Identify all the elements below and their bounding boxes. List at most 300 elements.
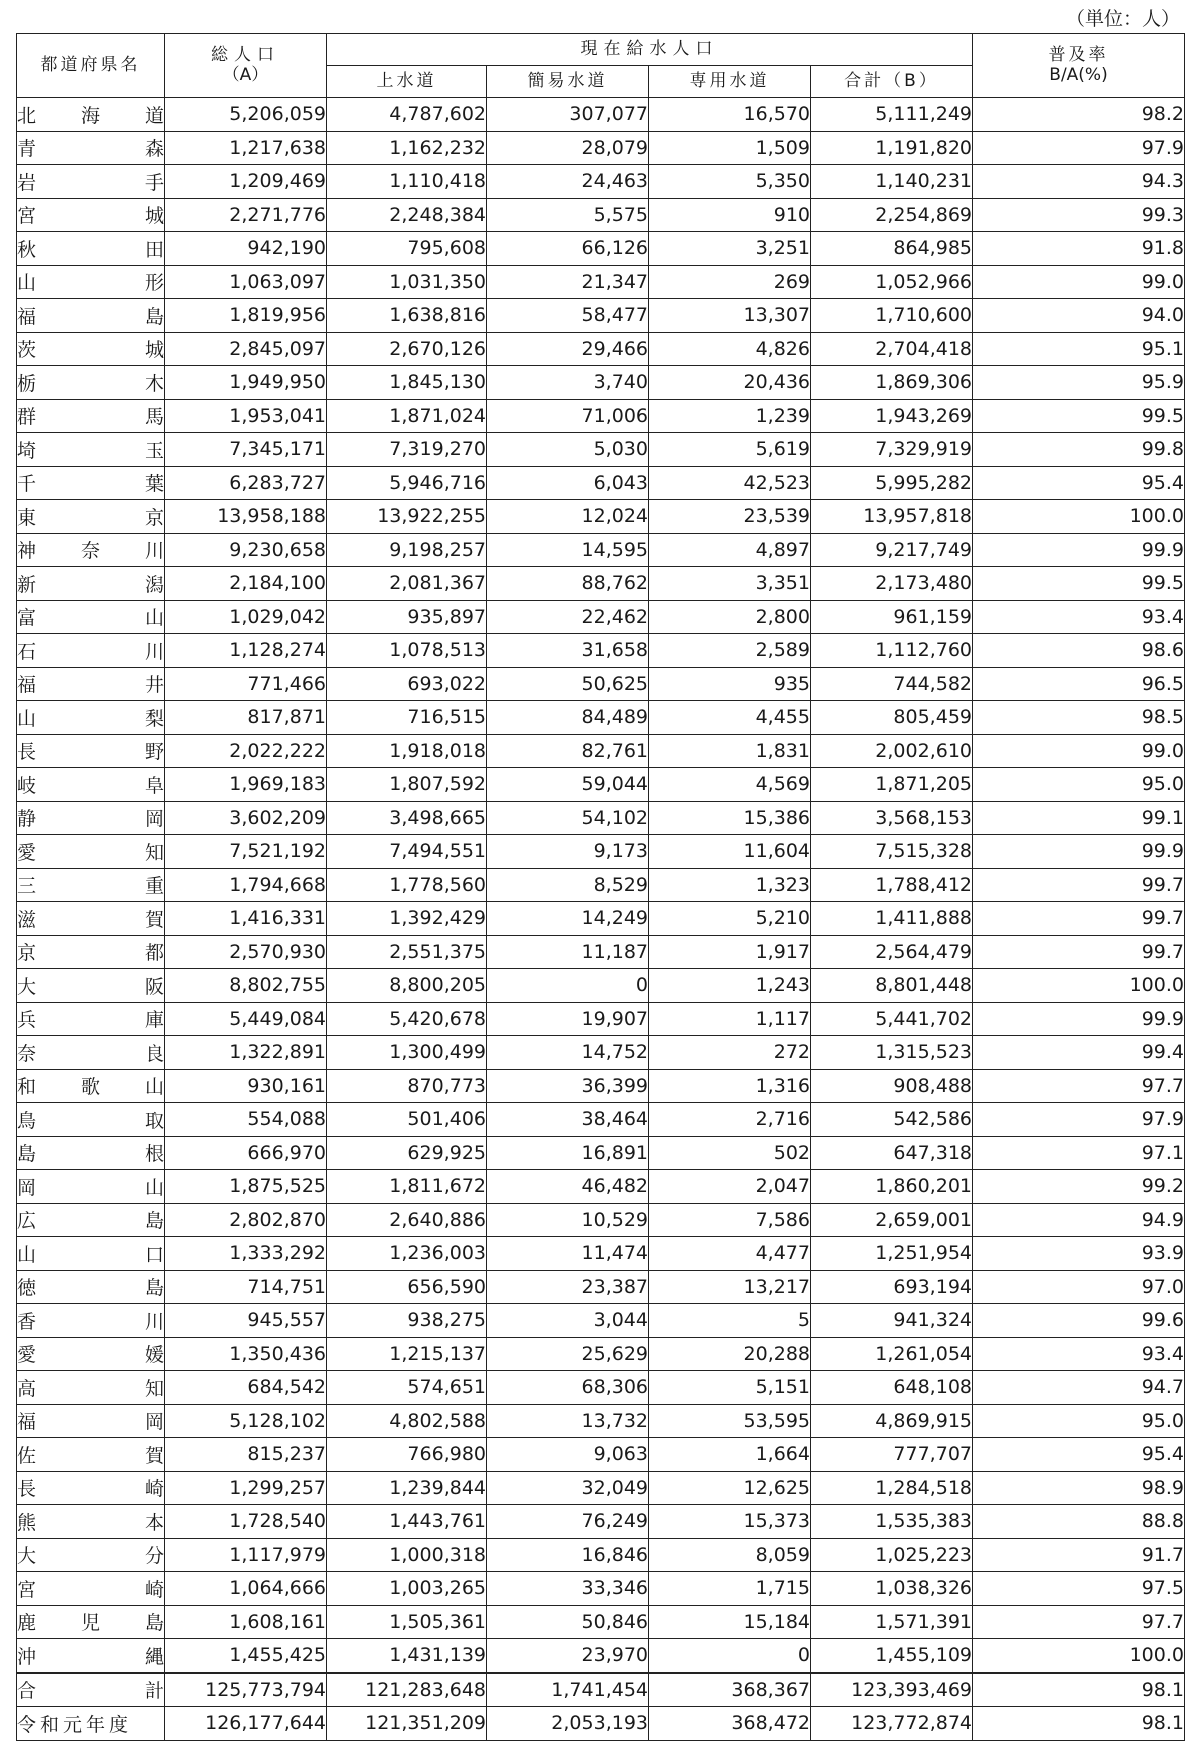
- private-water-cell: 5,619: [649, 433, 811, 467]
- total-pop-cell: 1,117,979: [165, 1538, 327, 1572]
- water-supply-cell: 2,640,886: [327, 1203, 487, 1237]
- table-row: [17, 634, 1185, 668]
- total-pop-cell: 7,521,192: [165, 835, 327, 869]
- total-pop-cell: 1,333,292: [165, 1237, 327, 1271]
- rate-cell: 94.0: [973, 299, 1185, 333]
- simple-water-cell: 2,053,193: [487, 1707, 649, 1741]
- table-row: [17, 1304, 1185, 1338]
- simple-water-cell: 58,477: [487, 299, 649, 333]
- prefecture-name: 福 島: [17, 299, 165, 333]
- water-supply-cell: 2,670,126: [327, 332, 487, 366]
- total-b-cell: 961,159: [811, 600, 973, 634]
- total-b-cell: 2,002,610: [811, 734, 973, 768]
- prefecture-name: 奈 良: [17, 1036, 165, 1070]
- prefecture-name: 新 潟: [17, 567, 165, 601]
- table-row: [17, 466, 1185, 500]
- table-row: [17, 131, 1185, 165]
- total-b-cell: 1,571,391: [811, 1605, 973, 1639]
- total-b-cell: 1,788,412: [811, 868, 973, 902]
- table-row: [17, 433, 1185, 467]
- rate-cell: 97.1: [973, 1136, 1185, 1170]
- total-pop-cell: 9,230,658: [165, 533, 327, 567]
- simple-water-cell: 54,102: [487, 801, 649, 835]
- private-water-cell: 23,539: [649, 500, 811, 534]
- rate-cell: 99.6: [973, 1304, 1185, 1338]
- prefecture-name: 鳥 取: [17, 1103, 165, 1137]
- total-pop-cell: 942,190: [165, 232, 327, 266]
- prefecture-name: 鹿 児 島: [17, 1605, 165, 1639]
- header-prefecture: 都道府県名: [17, 34, 165, 98]
- private-water-cell: 8,059: [649, 1538, 811, 1572]
- rate-cell: 95.4: [973, 466, 1185, 500]
- prefecture-name: 滋 賀: [17, 902, 165, 936]
- simple-water-cell: 307,077: [487, 98, 649, 132]
- table-row: [17, 332, 1185, 366]
- simple-water-cell: 8,529: [487, 868, 649, 902]
- simple-water-cell: 3,740: [487, 366, 649, 400]
- total-pop-cell: 5,449,084: [165, 1002, 327, 1036]
- rate-cell: 99.7: [973, 935, 1185, 969]
- prefecture-name: 徳 島: [17, 1270, 165, 1304]
- total-pop-cell: 2,845,097: [165, 332, 327, 366]
- simple-water-cell: 13,732: [487, 1404, 649, 1438]
- water-supply-cell: 1,811,672: [327, 1170, 487, 1204]
- total-b-cell: 941,324: [811, 1304, 973, 1338]
- simple-water-cell: 19,907: [487, 1002, 649, 1036]
- total-pop-cell: 1,819,956: [165, 299, 327, 333]
- total-b-cell: 693,194: [811, 1270, 973, 1304]
- rate-cell: 99.2: [973, 1170, 1185, 1204]
- simple-water-cell: 9,173: [487, 835, 649, 869]
- private-water-cell: 1,664: [649, 1438, 811, 1472]
- water-supply-cell: 1,110,418: [327, 165, 487, 199]
- table-row: [17, 1471, 1185, 1505]
- total-pop-cell: 2,802,870: [165, 1203, 327, 1237]
- prefecture-name: 長 野: [17, 734, 165, 768]
- table-row: [17, 98, 1185, 132]
- total-b-cell: 5,441,702: [811, 1002, 973, 1036]
- private-water-cell: 2,047: [649, 1170, 811, 1204]
- total-b-cell: 1,284,518: [811, 1471, 973, 1505]
- prefecture-name: 三 重: [17, 868, 165, 902]
- prefecture-name: 富 山: [17, 600, 165, 634]
- prefecture-name: 岐 阜: [17, 768, 165, 802]
- total-pop-cell: 5,128,102: [165, 1404, 327, 1438]
- private-water-cell: 4,477: [649, 1237, 811, 1271]
- private-water-cell: 13,307: [649, 299, 811, 333]
- total-b-cell: 123,393,469: [811, 1673, 973, 1707]
- water-supply-cell: 7,319,270: [327, 433, 487, 467]
- total-b-cell: 2,659,001: [811, 1203, 973, 1237]
- rate-cell: 97.9: [973, 1103, 1185, 1137]
- water-supply-cell: 1,000,318: [327, 1538, 487, 1572]
- rate-cell: 98.1: [973, 1673, 1185, 1707]
- unit-label: （単位：人）: [1065, 8, 1180, 30]
- rate-cell: 99.1: [973, 801, 1185, 835]
- simple-water-cell: 28,079: [487, 131, 649, 165]
- private-water-cell: 368,472: [649, 1707, 811, 1741]
- total-pop-cell: 1,064,666: [165, 1572, 327, 1606]
- rate-cell: 98.2: [973, 98, 1185, 132]
- total-b-cell: 647,318: [811, 1136, 973, 1170]
- water-supply-cell: 9,198,257: [327, 533, 487, 567]
- rate-cell: 97.9: [973, 131, 1185, 165]
- prefecture-name: 高 知: [17, 1371, 165, 1405]
- simple-water-cell: 76,249: [487, 1505, 649, 1539]
- prefecture-name: 山 形: [17, 265, 165, 299]
- prefecture-name: 山 口: [17, 1237, 165, 1271]
- private-water-cell: 4,455: [649, 701, 811, 735]
- total-b-cell: 5,995,282: [811, 466, 973, 500]
- rate-cell: 99.5: [973, 567, 1185, 601]
- total-pop-cell: 1,949,950: [165, 366, 327, 400]
- total-b-cell: 4,869,915: [811, 1404, 973, 1438]
- private-water-cell: 5,210: [649, 902, 811, 936]
- simple-water-cell: 21,347: [487, 265, 649, 299]
- prefecture-name: 愛 知: [17, 835, 165, 869]
- prefecture-name: 神 奈 川: [17, 533, 165, 567]
- water-supply-cell: 2,248,384: [327, 198, 487, 232]
- water-supply-cell: 13,922,255: [327, 500, 487, 534]
- total-b-cell: 1,535,383: [811, 1505, 973, 1539]
- table-row: [17, 1505, 1185, 1539]
- table-row: [17, 1538, 1185, 1572]
- prefecture-name: 宮 城: [17, 198, 165, 232]
- prefecture-name: 大 阪: [17, 969, 165, 1003]
- simple-water-cell: 25,629: [487, 1337, 649, 1371]
- private-water-cell: 2,589: [649, 634, 811, 668]
- private-water-cell: 5,151: [649, 1371, 811, 1405]
- rate-cell: 99.5: [973, 399, 1185, 433]
- prefecture-name: 島 根: [17, 1136, 165, 1170]
- total-b-cell: 2,254,869: [811, 198, 973, 232]
- table-row: [17, 299, 1185, 333]
- table-row: [17, 835, 1185, 869]
- table-row: [17, 1002, 1185, 1036]
- table-row: [17, 1404, 1185, 1438]
- rate-cell: 91.7: [973, 1538, 1185, 1572]
- table-row: [17, 768, 1185, 802]
- private-water-cell: 1,509: [649, 131, 811, 165]
- prefecture-name: 京 都: [17, 935, 165, 969]
- table-row: [17, 1103, 1185, 1137]
- simple-water-cell: 14,249: [487, 902, 649, 936]
- rate-cell: 98.9: [973, 1471, 1185, 1505]
- total-b-cell: 1,112,760: [811, 634, 973, 668]
- rate-cell: 88.8: [973, 1505, 1185, 1539]
- simple-water-cell: 5,575: [487, 198, 649, 232]
- simple-water-cell: 22,462: [487, 600, 649, 634]
- total-b-cell: 1,411,888: [811, 902, 973, 936]
- prefecture-name: 兵 庫: [17, 1002, 165, 1036]
- rate-cell: 99.9: [973, 835, 1185, 869]
- prefecture-name: 香 川: [17, 1304, 165, 1338]
- total-pop-cell: 817,871: [165, 701, 327, 735]
- total-b-cell: 542,586: [811, 1103, 973, 1137]
- table-row: [17, 801, 1185, 835]
- table-row: [17, 935, 1185, 969]
- table-row: [17, 1069, 1185, 1103]
- total-b-cell: 13,957,818: [811, 500, 973, 534]
- total-b-cell: 1,038,326: [811, 1572, 973, 1606]
- prefecture-name: 静 岡: [17, 801, 165, 835]
- total-b-cell: 805,459: [811, 701, 973, 735]
- table-row: [17, 198, 1185, 232]
- simple-water-cell: 16,846: [487, 1538, 649, 1572]
- water-supply-cell: 1,845,130: [327, 366, 487, 400]
- simple-water-cell: 10,529: [487, 1203, 649, 1237]
- total-b-cell: 2,173,480: [811, 567, 973, 601]
- private-water-cell: 42,523: [649, 466, 811, 500]
- rate-cell: 95.4: [973, 1438, 1185, 1472]
- prefecture-name: 石 川: [17, 634, 165, 668]
- simple-water-cell: 24,463: [487, 165, 649, 199]
- total-b-cell: 777,707: [811, 1438, 973, 1472]
- prefecture-name: 福 井: [17, 667, 165, 701]
- rate-cell: 94.7: [973, 1371, 1185, 1405]
- header-total-b: 合計（B）: [811, 66, 973, 98]
- simple-water-cell: 82,761: [487, 734, 649, 768]
- header-supplied-pop: 現在給水人口: [327, 34, 973, 66]
- water-supply-cell: 501,406: [327, 1103, 487, 1137]
- rate-cell: 97.7: [973, 1069, 1185, 1103]
- table-row: [17, 902, 1185, 936]
- private-water-cell: 1,831: [649, 734, 811, 768]
- rate-cell: 99.9: [973, 533, 1185, 567]
- simple-water-cell: 9,063: [487, 1438, 649, 1472]
- prefecture-name: 長 崎: [17, 1471, 165, 1505]
- rate-cell: 100.0: [973, 1639, 1185, 1673]
- rate-cell: 97.0: [973, 1270, 1185, 1304]
- water-supply-cell: 2,081,367: [327, 567, 487, 601]
- prefecture-name: 青 森: [17, 131, 165, 165]
- rate-cell: 100.0: [973, 500, 1185, 534]
- table-row: [17, 165, 1185, 199]
- water-supply-cell: 1,918,018: [327, 734, 487, 768]
- rate-cell: 94.9: [973, 1203, 1185, 1237]
- water-supply-cell: 1,431,139: [327, 1639, 487, 1673]
- table-row: [17, 868, 1185, 902]
- water-supply-cell: 766,980: [327, 1438, 487, 1472]
- prefecture-name: 広 島: [17, 1203, 165, 1237]
- water-supply-cell: 1,215,137: [327, 1337, 487, 1371]
- simple-water-cell: 3,044: [487, 1304, 649, 1338]
- private-water-cell: 1,239: [649, 399, 811, 433]
- rate-cell: 98.1: [973, 1707, 1185, 1741]
- prefecture-name: 熊 本: [17, 1505, 165, 1539]
- simple-water-cell: 0: [487, 969, 649, 1003]
- private-water-cell: 16,570: [649, 98, 811, 132]
- total-b-cell: 1,140,231: [811, 165, 973, 199]
- total-pop-cell: 1,299,257: [165, 1471, 327, 1505]
- water-supply-cell: 1,300,499: [327, 1036, 487, 1070]
- simple-water-cell: 50,846: [487, 1605, 649, 1639]
- total-pop-cell: 125,773,794: [165, 1673, 327, 1707]
- simple-water-cell: 5,030: [487, 433, 649, 467]
- rate-cell: 99.0: [973, 265, 1185, 299]
- simple-water-cell: 88,762: [487, 567, 649, 601]
- total-b-cell: 8,801,448: [811, 969, 973, 1003]
- water-supply-cell: 935,897: [327, 600, 487, 634]
- private-water-cell: 269: [649, 265, 811, 299]
- table-row: [17, 1572, 1185, 1606]
- table-row: [17, 1337, 1185, 1371]
- total-b-cell: 1,860,201: [811, 1170, 973, 1204]
- total-b-cell: 1,251,954: [811, 1237, 973, 1271]
- total-b-cell: 1,455,109: [811, 1639, 973, 1673]
- water-supply-cell: 1,871,024: [327, 399, 487, 433]
- table-row: [17, 1673, 1185, 1707]
- private-water-cell: 1,243: [649, 969, 811, 1003]
- total-b-cell: 1,191,820: [811, 131, 973, 165]
- table-row: [17, 399, 1185, 433]
- simple-water-cell: 14,752: [487, 1036, 649, 1070]
- table-row: [17, 1203, 1185, 1237]
- total-pop-cell: 2,570,930: [165, 935, 327, 969]
- total-pop-cell: 13,958,188: [165, 500, 327, 534]
- prefecture-name: 山 梨: [17, 701, 165, 735]
- rate-cell: 98.6: [973, 634, 1185, 668]
- total-b-cell: 1,261,054: [811, 1337, 973, 1371]
- simple-water-cell: 23,970: [487, 1639, 649, 1673]
- water-supply-cell: 4,787,602: [327, 98, 487, 132]
- rate-cell: 99.8: [973, 433, 1185, 467]
- prefecture-name: 千 葉: [17, 466, 165, 500]
- prefecture-name: 岡 山: [17, 1170, 165, 1204]
- private-water-cell: 5,350: [649, 165, 811, 199]
- table-row: [17, 1371, 1185, 1405]
- simple-water-cell: 11,187: [487, 935, 649, 969]
- water-supply-cell: 121,283,648: [327, 1673, 487, 1707]
- total-b-cell: 2,564,479: [811, 935, 973, 969]
- water-supply-cell: 1,236,003: [327, 1237, 487, 1271]
- simple-water-cell: 36,399: [487, 1069, 649, 1103]
- total-b-cell: 908,488: [811, 1069, 973, 1103]
- total-b-cell: 1,052,966: [811, 265, 973, 299]
- water-supply-cell: 656,590: [327, 1270, 487, 1304]
- simple-water-cell: 84,489: [487, 701, 649, 735]
- rate-cell: 97.7: [973, 1605, 1185, 1639]
- prefecture-name: 沖 縄: [17, 1639, 165, 1673]
- private-water-cell: 15,184: [649, 1605, 811, 1639]
- private-water-cell: 1,715: [649, 1572, 811, 1606]
- table-row: [17, 533, 1185, 567]
- rate-cell: 95.0: [973, 768, 1185, 802]
- total-b-cell: 123,772,874: [811, 1707, 973, 1741]
- rate-cell: 99.3: [973, 198, 1185, 232]
- total-pop-cell: 554,088: [165, 1103, 327, 1137]
- simple-water-cell: 6,043: [487, 466, 649, 500]
- total-pop-cell: 1,608,161: [165, 1605, 327, 1639]
- total-pop-cell: 1,063,097: [165, 265, 327, 299]
- total-pop-cell: 930,161: [165, 1069, 327, 1103]
- total-pop-cell: 771,466: [165, 667, 327, 701]
- header-total-pop: 総人口 （A）: [165, 34, 327, 98]
- table-row: [17, 265, 1185, 299]
- total-pop-cell: 1,209,469: [165, 165, 327, 199]
- rate-cell: 95.9: [973, 366, 1185, 400]
- table-row: [17, 734, 1185, 768]
- table-row: [17, 1707, 1185, 1741]
- prefecture-name: 秋 田: [17, 232, 165, 266]
- total-pop-cell: 684,542: [165, 1371, 327, 1405]
- total-pop-cell: 6,283,727: [165, 466, 327, 500]
- simple-water-cell: 33,346: [487, 1572, 649, 1606]
- simple-water-cell: 46,482: [487, 1170, 649, 1204]
- table-row: [17, 1170, 1185, 1204]
- table-row: [17, 500, 1185, 534]
- table-row: [17, 600, 1185, 634]
- water-supply-cell: 693,022: [327, 667, 487, 701]
- simple-water-cell: 14,595: [487, 533, 649, 567]
- water-supply-cell: 7,494,551: [327, 835, 487, 869]
- private-water-cell: 2,800: [649, 600, 811, 634]
- private-water-cell: 1,117: [649, 1002, 811, 1036]
- simple-water-cell: 38,464: [487, 1103, 649, 1137]
- simple-water-cell: 1,741,454: [487, 1673, 649, 1707]
- water-supply-cell: 938,275: [327, 1304, 487, 1338]
- total-pop-cell: 666,970: [165, 1136, 327, 1170]
- total-pop-cell: 1,875,525: [165, 1170, 327, 1204]
- rate-cell: 96.5: [973, 667, 1185, 701]
- total-pop-cell: 126,177,644: [165, 1707, 327, 1741]
- private-water-cell: 368,367: [649, 1673, 811, 1707]
- water-supply-cell: 1,239,844: [327, 1471, 487, 1505]
- total-pop-cell: 1,350,436: [165, 1337, 327, 1371]
- total-b-cell: 1,025,223: [811, 1538, 973, 1572]
- water-supply-cell: 121,351,209: [327, 1707, 487, 1741]
- simple-water-cell: 66,126: [487, 232, 649, 266]
- rate-cell: 94.3: [973, 165, 1185, 199]
- total-pop-cell: 8,802,755: [165, 969, 327, 1003]
- water-supply-cell: 1,003,265: [327, 1572, 487, 1606]
- table-row: [17, 1438, 1185, 1472]
- private-water-cell: 53,595: [649, 1404, 811, 1438]
- total-label: 令和元年度: [17, 1707, 165, 1741]
- total-b-cell: 2,704,418: [811, 332, 973, 366]
- simple-water-cell: 59,044: [487, 768, 649, 802]
- private-water-cell: 4,826: [649, 332, 811, 366]
- total-pop-cell: 1,322,891: [165, 1036, 327, 1070]
- total-pop-cell: 1,728,540: [165, 1505, 327, 1539]
- private-water-cell: 2,716: [649, 1103, 811, 1137]
- private-water-cell: 502: [649, 1136, 811, 1170]
- prefecture-name: 愛 媛: [17, 1337, 165, 1371]
- rate-cell: 97.5: [973, 1572, 1185, 1606]
- water-supply-cell: 1,807,592: [327, 768, 487, 802]
- water-supply-cell: 1,031,350: [327, 265, 487, 299]
- simple-water-cell: 11,474: [487, 1237, 649, 1271]
- simple-water-cell: 71,006: [487, 399, 649, 433]
- rate-cell: 93.9: [973, 1237, 1185, 1271]
- simple-water-cell: 68,306: [487, 1371, 649, 1405]
- simple-water-cell: 29,466: [487, 332, 649, 366]
- prefecture-name: 宮 崎: [17, 1572, 165, 1606]
- rate-cell: 99.9: [973, 1002, 1185, 1036]
- prefecture-name: 福 岡: [17, 1404, 165, 1438]
- water-supply-cell: 1,443,761: [327, 1505, 487, 1539]
- total-pop-cell: 2,184,100: [165, 567, 327, 601]
- table-row: [17, 366, 1185, 400]
- rate-cell: 95.1: [973, 332, 1185, 366]
- private-water-cell: 12,625: [649, 1471, 811, 1505]
- prefecture-name: 茨 城: [17, 332, 165, 366]
- private-water-cell: 1,917: [649, 935, 811, 969]
- header-water-supply: 上水道: [327, 66, 487, 98]
- private-water-cell: 1,316: [649, 1069, 811, 1103]
- water-supply-cell: 1,392,429: [327, 902, 487, 936]
- total-pop-cell: 1,029,042: [165, 600, 327, 634]
